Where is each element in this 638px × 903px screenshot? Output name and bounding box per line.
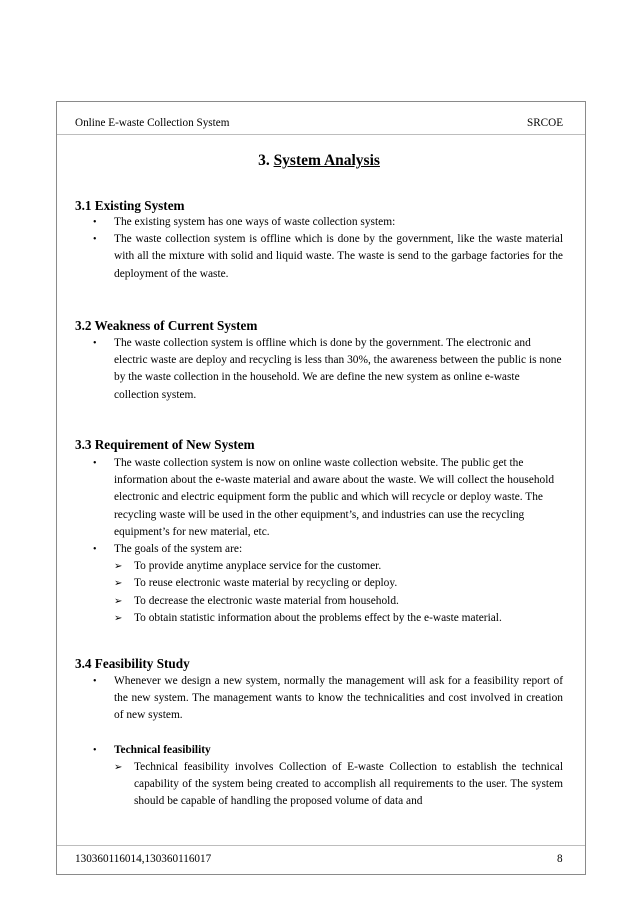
sublist-item-text: To reuse electronic waste material by recycling or deploy. xyxy=(134,577,398,590)
section-heading-feasibility: 3.4 Feasibility Study xyxy=(75,656,190,671)
list-item xyxy=(93,742,563,811)
section-heading-existing-system: 3.1 Existing System xyxy=(75,198,185,213)
chapter-title xyxy=(0,152,638,170)
header-rule xyxy=(57,134,585,135)
arrow-bullet-icon: ➢ xyxy=(114,561,123,573)
sublist-item-text: To obtain statistic information about the problems effect by the e-waste material. xyxy=(134,611,502,624)
list-item xyxy=(93,455,563,541)
chapter-name: System Analysis xyxy=(273,152,380,169)
sublist-item xyxy=(114,759,563,811)
bullet-icon: • xyxy=(93,234,97,246)
list-item xyxy=(93,335,563,404)
bullet-icon: • xyxy=(93,544,97,556)
arrow-bullet-icon: ➢ xyxy=(114,612,123,624)
bullet-icon: • xyxy=(93,338,97,349)
running-header-title: Online E-waste Collection System xyxy=(75,117,230,129)
list-item-text: Technical feasibility xyxy=(114,743,211,756)
sublist-item xyxy=(114,558,563,575)
list-item xyxy=(93,214,563,231)
sublist-item-text: To decrease the electronic waste material from household. xyxy=(134,594,399,607)
existing-system-list xyxy=(93,214,563,283)
bullet-icon: • xyxy=(93,744,97,756)
chapter-number: 3. xyxy=(258,152,270,169)
list-item-text: The waste collection system is now on online waste collection website. The public get the information about the e-waste material and aware about the waste. We will collect the household electronic and electric equipment form the public and which will recycle or deploy waste. The recycling waste will be used in the other equipment’s, and industries can use the recycling equipment’s for new material, etc. xyxy=(114,457,555,538)
sublist-item xyxy=(114,593,563,610)
footer-rule xyxy=(57,845,585,846)
sublist-item xyxy=(114,610,563,627)
list-item-text: The waste collection system is offline which is done by the government. The electronic and electric waste are deploy and recycling is less than 30%, the awareness between the public is none by the waste collection in the household. We are define the new system as online e-waste collection system. xyxy=(114,337,562,401)
feasibility-list xyxy=(93,673,563,810)
list-item xyxy=(93,673,563,725)
list-item xyxy=(93,231,563,283)
goals-sublist xyxy=(114,558,563,627)
technical-feasibility-sublist xyxy=(114,759,563,811)
sublist-item-text: To provide anytime anyplace service for the customer. xyxy=(134,560,382,573)
requirement-list xyxy=(93,455,563,627)
list-item-text: The existing system has one ways of waste collection system: xyxy=(114,216,396,228)
sublist-item-text: Technical feasibility involves Collection of E-waste Collection to establish the technical capability of the system being created to accomplish all requirements to the user. The system should be capable of handling the proposed volume of data and xyxy=(134,760,563,808)
bullet-icon: • xyxy=(93,676,97,687)
list-item-text: The waste collection system is offline which is done by the government, like the waste material with all the mixture with solid and liquid waste. The waste is send to the garbage factories for the deployment of the waste. xyxy=(114,233,563,280)
arrow-bullet-icon: ➢ xyxy=(114,761,123,773)
page-number: 8 xyxy=(557,853,563,865)
footer-roll-numbers: 130360116014,130360116017 xyxy=(75,853,212,865)
bullet-icon: • xyxy=(93,458,97,469)
list-item-text: Whenever we design a new system, normally the management will ask for a feasibility report of the new system. The management wants to know the technicalities and cost involved in creation of new system. xyxy=(114,675,563,722)
bullet-icon: • xyxy=(93,217,97,228)
list-item xyxy=(93,541,563,627)
arrow-bullet-icon: ➢ xyxy=(114,578,123,590)
running-header-institute: SRCOE xyxy=(527,117,564,129)
list-item-text: The goals of the system are: xyxy=(114,543,243,556)
sublist-item xyxy=(114,575,563,592)
weakness-list xyxy=(93,335,563,404)
arrow-bullet-icon: ➢ xyxy=(114,595,123,607)
section-heading-weakness: 3.2 Weakness of Current System xyxy=(75,318,258,333)
section-heading-requirement: 3.3 Requirement of New System xyxy=(75,437,255,452)
